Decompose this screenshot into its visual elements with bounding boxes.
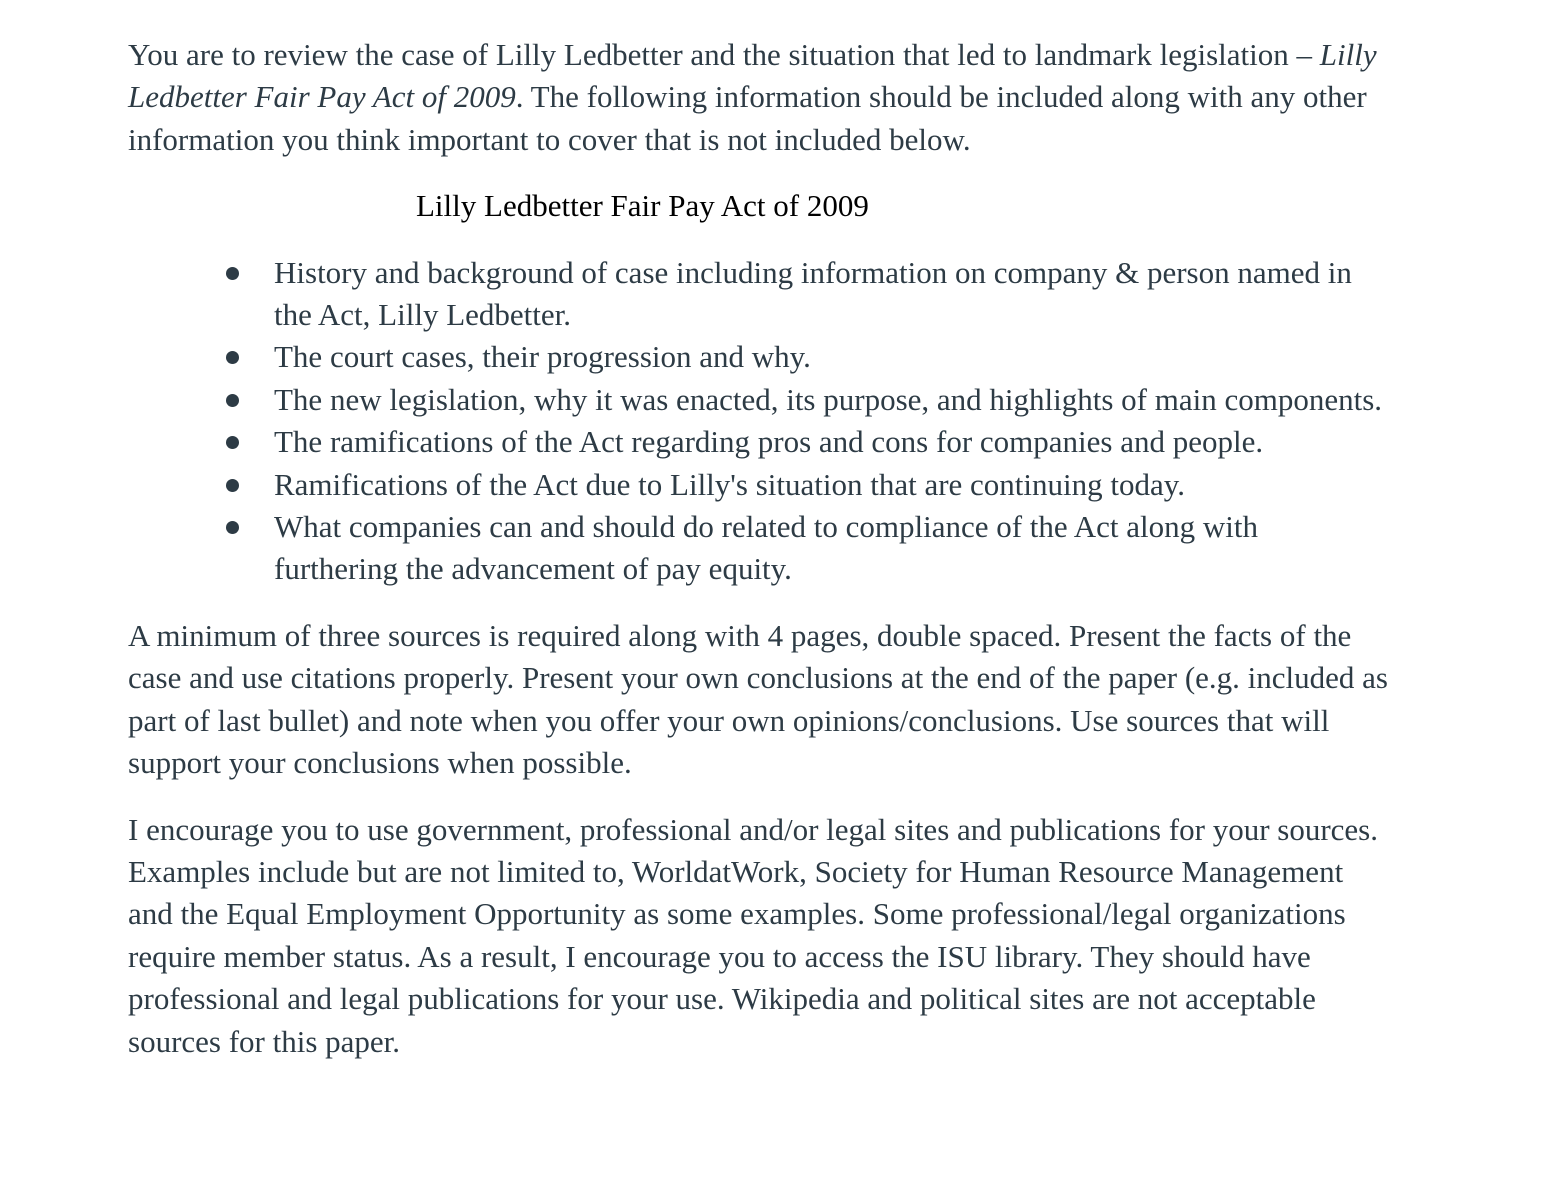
list-item-text: Ramifications of the Act due to Lilly's situation that are continuing today. (274, 466, 1186, 502)
list-item-text: The new legislation, why it was enacted, its purpose, and highlights of main components. (274, 381, 1383, 417)
list-item-text: The court cases, their progression and why. (274, 339, 811, 375)
sources-paragraph: I encourage you to use government, professional and/or legal sites and publications for your sources. Examples include but are not limited to, WorldatWork, Society for Human Resource Management and the Equal Employment Opportunity as some examples. Some professional/legal organizations require member status. As a result, I encourage you to access the ISU library. They should have professional and legal publications for your use. Wikipedia and political sites are not acceptable sources for this paper. (128, 811, 1378, 1059)
act-title-italic: Lilly Ledbetter Fair Pay Act of 2009 (128, 37, 1377, 115)
list-item-text: The ramifications of the Act regarding pros and cons for companies and people. (274, 424, 1264, 460)
bullet-icon (226, 479, 239, 492)
section-heading: Lilly Ledbetter Fair Pay Act of 2009 (416, 188, 869, 224)
intro-text-after: . The following information should be included along with any other information you think important to cover that is not included below. (128, 79, 1367, 157)
bullet-icon (226, 267, 239, 280)
list-item (274, 379, 1388, 421)
bullet-icon (226, 521, 239, 534)
list-item-text: History and background of case including information on company & person named in the Act, Lilly Ledbetter. (274, 254, 1352, 333)
bullet-icon (226, 351, 239, 364)
list-item-text: What companies can and should do related to compliance of the Act along with furthering the advancement of pay equity. (274, 509, 1258, 587)
list-item (274, 464, 1388, 506)
bullet-icon (226, 436, 239, 449)
intro-text-before: You are to review the case of Lilly Ledbetter and the situation that led to landmark legislation – (128, 37, 1320, 72)
intro-paragraph (128, 34, 1388, 161)
list-item (274, 336, 1388, 378)
list-item (274, 506, 1388, 591)
topic-list (128, 252, 1388, 591)
list-item (274, 421, 1388, 463)
list-item (274, 252, 1388, 337)
assignment-document (128, 34, 1388, 1087)
requirements-paragraph: A minimum of three sources is required along with 4 pages, double spaced. Present the facts of the case and use citations properly. Present your own conclusions at the end of the paper (e.g. included as part of last bullet) and note when you offer your own opinions/conclusions. Use sources that will support your conclusions when possible. (128, 617, 1388, 781)
bullet-icon (226, 394, 239, 407)
